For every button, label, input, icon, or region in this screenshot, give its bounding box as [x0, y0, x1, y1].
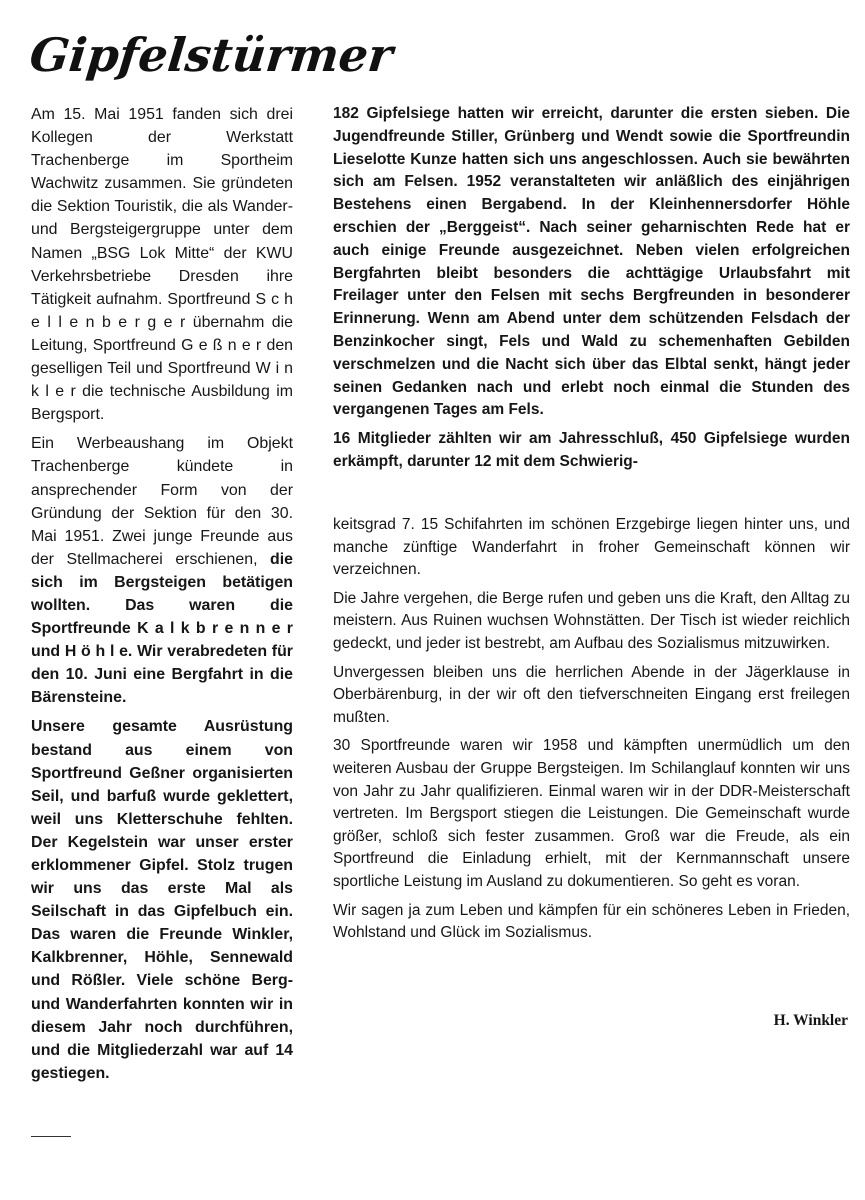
- article-column-right-top: [333, 103, 850, 474]
- paragraph-evenings: Unvergessen bleiben uns die herrlichen Abende in der Jägerklause in Oberbärenburg, in der wir oft den tiefverschneiten Eingang erst freilegen mußten.: [333, 663, 850, 726]
- divider-line: [31, 1136, 71, 1137]
- paragraph-members-count: 16 Mitglieder zählten wir am Jahresschluß, 450 Gipfelsiege wurden erkämpft, darunter 12 mit dem Schwierig-: [333, 430, 850, 470]
- article-column-right-bottom: [333, 514, 850, 945]
- article-title: Gipfelstürmer: [27, 28, 396, 82]
- paragraph-closing: Wir sagen ja zum Leben und kämpfen für ein schöneres Leben in Frieden, Wohlstand und Glück im Sozialismus.: [333, 901, 850, 942]
- paragraph-advertisement-bold: die sich im Bergsteigen betätigen wollten. Das waren die Sportfreunde K a l k b r e n n e r und H ö h l e. Wir verabredeten für den 10. Juni eine Bergfahrt in die Bärensteine.: [31, 550, 294, 707]
- author-signature: H. Winkler: [773, 1012, 848, 1029]
- article-column-left: [31, 103, 293, 1085]
- paragraph-1958: 30 Sportfreunde waren wir 1958 und kämpften unermüdlich um den weiteren Ausbau der Gruppe Bergsteigen. Im Schilanglauf konnten wir uns von Jahr zu Jahr qualifizieren. Einmal waren wir in der DDR-Meisterschaft vertreten. Im Bergsport stiegen die Leistungen. Die Gemeinschaft wurde größer, schloß sich fester zusammen. Groß war die Freude, als ein Sportfreund die Einladung erhielt, mit der Kernmannschaft unsere sportliche Leistung im Ausland zu dokumentieren. So geht es voran.: [333, 737, 850, 890]
- paragraph-equipment: Unsere gesamte Ausrüstung bestand aus einem von Sportfreund Geßner organisierten Seil, und barfuß wurde geklettert, weil uns Kletterschuhe fehlten. Der Kegelstein war unser erster erklommener Gipfel. Stolz trugen wir uns das erste Mal als Seilschaft in das Gipfelbuch ein. Das waren die Freunde Winkler, Kalkbrenner, Höhle, Sennewald und Rößler. Viele schöne Berg- und Wanderfahrten konnten wir in diesem Jahr noch durchführen, und die Mitgliederzahl war auf 14 gestiegen.: [31, 718, 293, 1082]
- paragraph-years-pass: Die Jahre vergehen, die Berge rufen und geben uns die Kraft, den Alltag zu meistern. Aus Ruinen wuchsen Wohnstätten. Der Tisch ist wieder reichlich gedeckt, und jeder ist bestrebt, am Aufbau des Sozialismus mitzuwirken.: [333, 589, 850, 652]
- paragraph-founding: Am 15. Mai 1951 fanden sich drei Kollegen der Werkstatt Trachenberge im Sportheim Wachwitz zusammen. Sie gründeten die Sektion Touristik, die als Wander- und Bergsteigergruppe unter dem Namen „BSG Lok Mitte“ der KWU Verkehrsbetriebe Dresden ihre Tätigkeit aufnahm. Sportfreund S c h e l l e n b e r g e r übernahm die Leitung, Sportfreund G e ß n e r den geselligen Teil und Sportfreund W i n k l e r die technische Ausbildung im Bergsport.: [31, 106, 293, 424]
- paragraph-advertisement-normal: Ein Werbeaushang im Objekt Trachenberge kündete in ansprechender Form von der Gründung der Sektion für den 30. Mai 1951. Zwei junge Freunde aus der Stellmacherei erschienen,: [31, 435, 293, 568]
- paragraph-summit-victories: 182 Gipfelsiege hatten wir erreicht, darunter die ersten sieben. Die Jugendfreunde Stiller, Grünberg und Wendt sowie die Sportfreundin Lieselotte Kunze hatten sich uns angeschlossen. Auch sie bewährten sich am Felsen. 1952 veranstalteten wir anläßlich des einjährigen Bestehens einen Bergabend. In der Kleinhennersdorfer Höhle erschien der „Berggeist“. Nach seiner geharnischten Rede hat er auch einige Freunde ausgezeichnet. Neben vielen erfolgreichen Bergfahrten bleibt besonders die achttägige Urlaubsfahrt mit Freilager unter den Felsen mit sechs Bergfreunden in besonderer Erinnerung. Wenn am Abend unter dem schützenden Felsdach der Benzinkocher singt, Fels und Wald zu schemenhaften Gebilden verschmelzen und die Nacht sich über das Elbtal senkt, hängt jeder seinen Gedanken nach und erlebt noch einmal die Stunden des vergangenen Tages am Fels.: [333, 105, 850, 419]
- paragraph-advertisement: [31, 432, 293, 709]
- paragraph-ski-trips: keitsgrad 7. 15 Schifahrten im schönen Erzgebirge liegen hinter uns, und manche zünftige Wanderfahrt in froher Gemeinschaft können wir verzeichnen.: [333, 516, 850, 579]
